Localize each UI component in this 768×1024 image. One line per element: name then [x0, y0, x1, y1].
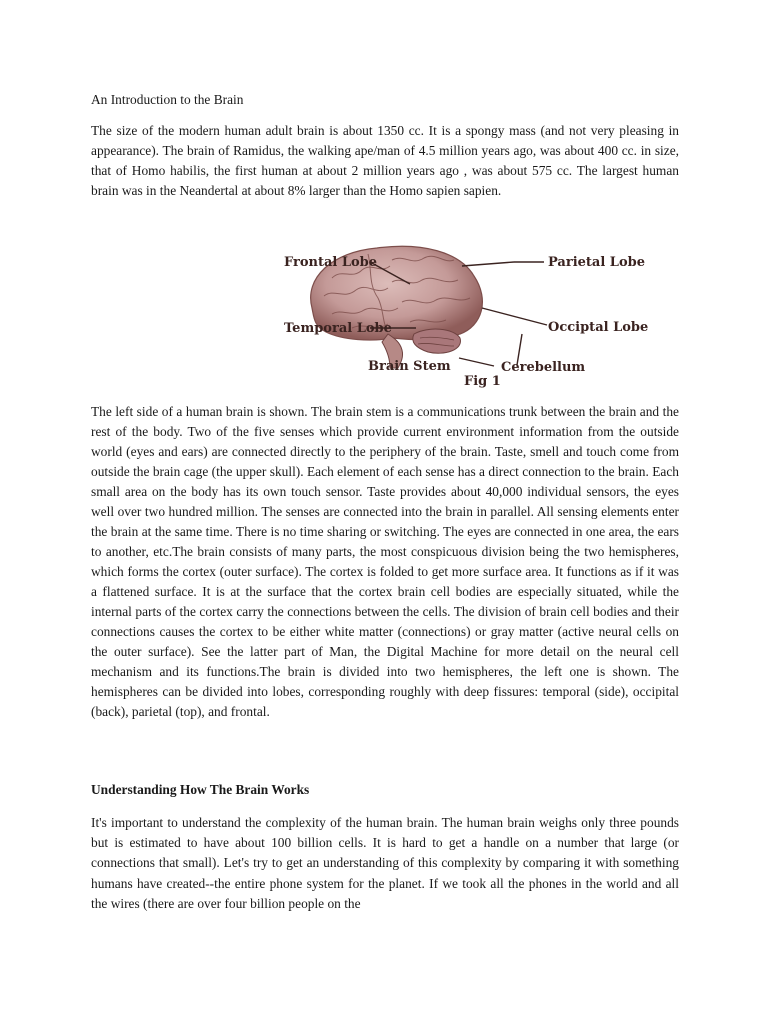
- paragraph-brain-description: The left side of a human brain is shown. The brain stem is a communications trunk between the brain and the rest of the body. Two of the five senses which provide current environment information from the outside world (eyes and ears) are connected directly to the periphery of the brain. Taste, smell and touch come from outside the brain cage (the upper skull). Each element of each sense has a direct connection to the brain. Each small area on the body has its own touch sensor. Taste provides about 40,000 individual sensors, the eyes well over two hundred million. The senses are connected into the brain in parallel. All sensing elements enter the brain at the same time. There is no time sharing or switching. The eyes are connected in one area, the ears to another, etc.The brain consists of many parts, the most conspicuous division being the two hemispheres, which forms the cortex (outer surface). The cortex is folded to get more surface area. It functions as if it was a flattened surface. It is at the surface that the cortex brain cell bodies are especially situated, while the internal parts of the cortex carry the connections between the cells. The division of brain cell bodies and their connections causes the cortex to be either white matter (connections) or gray matter (active neural cells on the outer surface). See the latter part of Man, the Digital Machine for more detail on the neural cell mechanism and its functions.The brain is divided into two hemispheres, the left one is shown. The hemispheres can be divided into lobes, corresponding roughly with deep fissures: temporal (side), occipital (back), parietal (top), and frontal.: [91, 404, 679, 719]
- label-temporal-lobe: Temporal Lobe: [284, 321, 392, 336]
- section-heading: Understanding How The Brain Works: [91, 782, 310, 797]
- paragraph-brain-complexity: It's important to understand the complexity of the human brain. The human brain weighs only three pounds but is estimated to have about 100 billion cells. It is hard to get a handle on a number that large (or connections that small). Let's try to get an understanding of this complexity by comparing it with something humans have created--the entire phone system for the planet. If we took all the phones in the world and all the wires (there are over four billion people on the: [91, 815, 679, 911]
- label-cerebellum: Cerebellum: [501, 360, 586, 375]
- label-occipital-lobe: Occiptal Lobe: [548, 320, 649, 335]
- label-frontal-lobe: Frontal Lobe: [284, 255, 378, 270]
- paragraph-brain-size: The size of the modern human adult brain is about 1350 cc. It is a spongy mass (and not very pleasing in appearance). The brain of Ramidus, the walking ape/man of 4.5 million years ago, was about 400 cc. in size, that of Homo habilis, the first human at about 2 million years ago , was about 575 cc. The largest human brain was in the Neandertal at about 8% larger than the Homo sapien sapien.: [91, 123, 679, 198]
- document-title: An Introduction to the Brain: [91, 92, 244, 107]
- figure-caption: Fig 1: [464, 374, 501, 389]
- cerebellum-shape: [413, 329, 461, 353]
- brain-diagram: [192, 238, 649, 393]
- brain-figure: [192, 238, 649, 393]
- label-brain-stem: Brain Stem: [368, 359, 451, 374]
- label-parietal-lobe: Parietal Lobe: [548, 255, 645, 270]
